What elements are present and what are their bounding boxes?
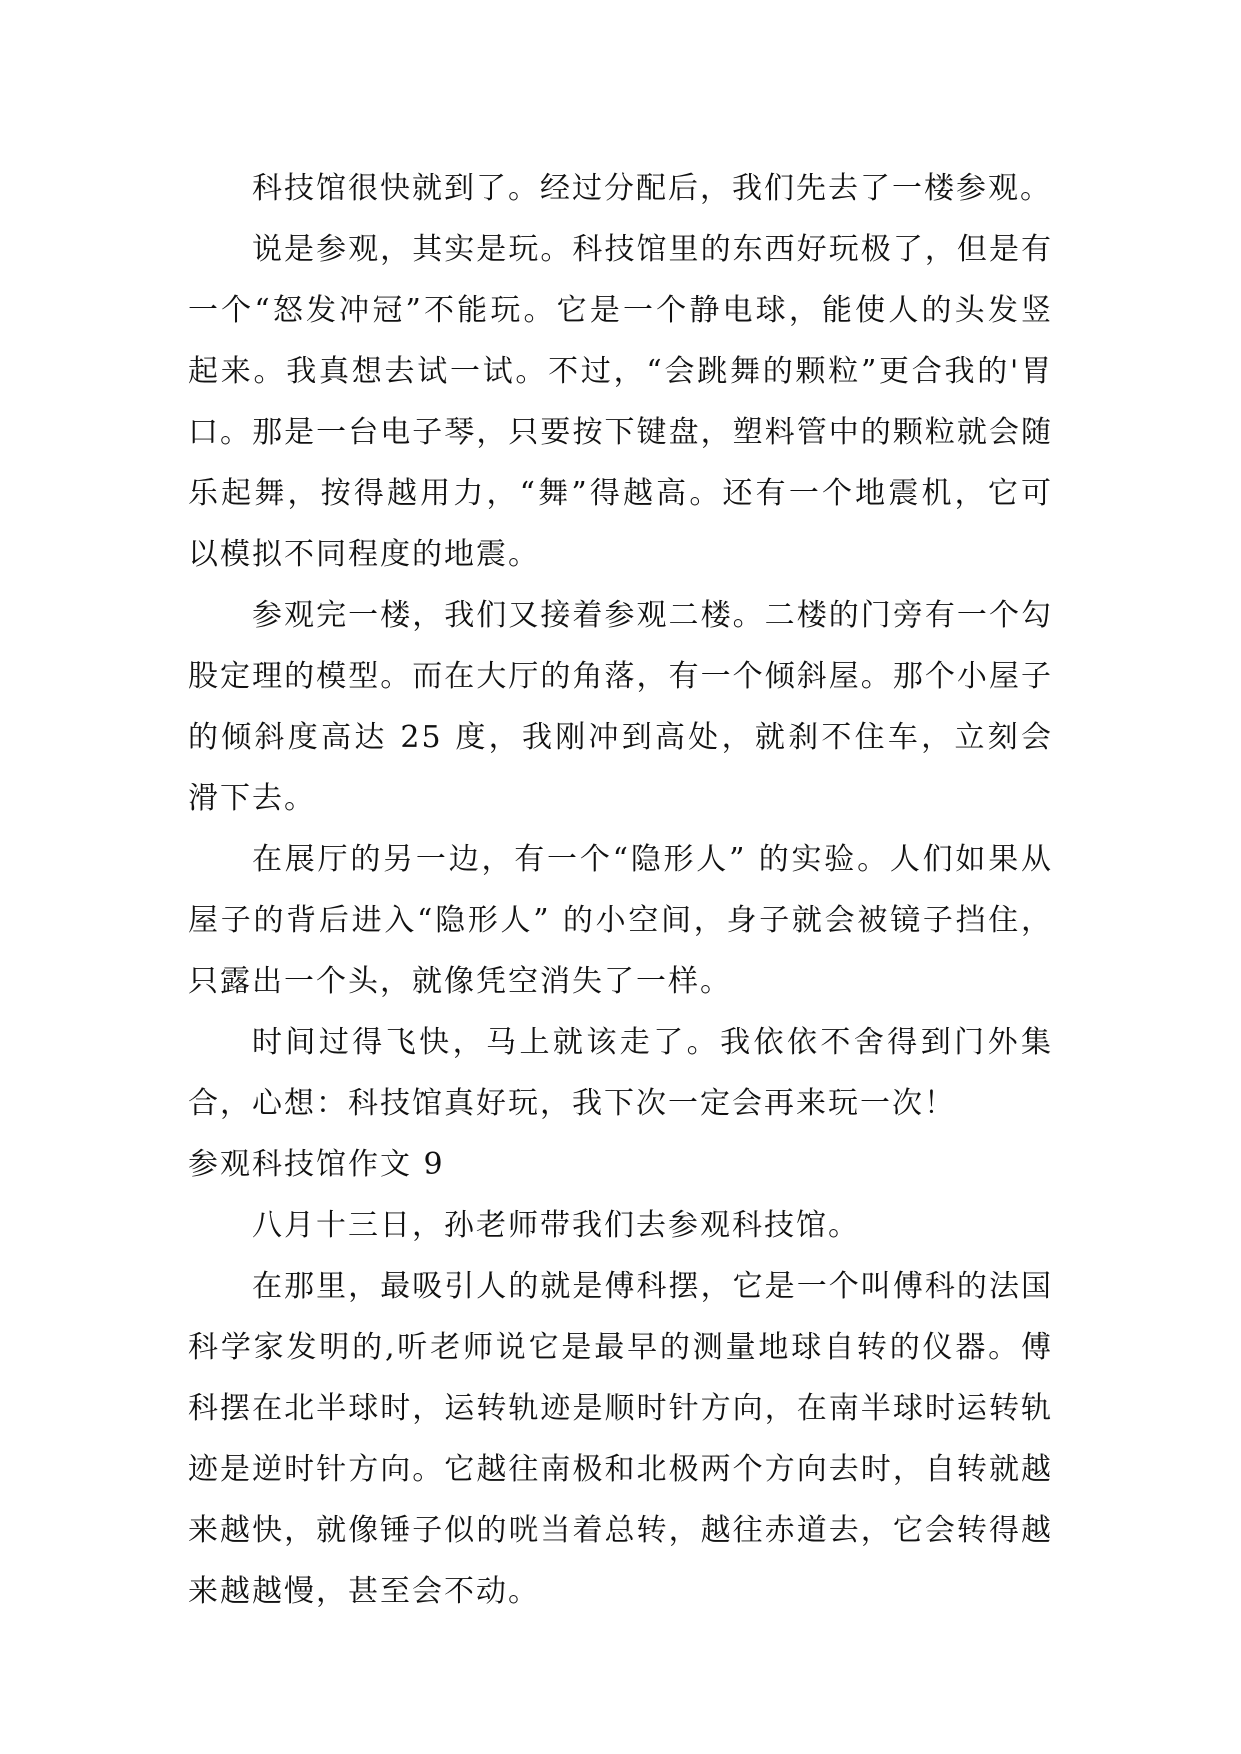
paragraph: 在展厅的另一边，有一个“隐形人” 的实验。人们如果从屋子的背后进入“隐形人” 的小空间，身子就会被镜子挡住，只露出一个头，就像凭空消失了一样。 [188,842,1053,999]
paragraph: 在那里，最吸引人的就是傅科摆，它是一个叫傅科的法国科学家发明的,听老师说它是最早的测量地球自转的仪器。傅科摆在北半球时，运转轨迹是顺时针方向，在南半球时运转轨迹是逆时针方向。它越往南极和北极两个方向去时，自转就越来越快，就像锤子似的咣当着总转，越往赤道去，它会转得越来越越慢，甚至会不动。 [188,1269,1053,1609]
paragraph: 科技馆很快就到了。经过分配后，我们先去了一楼参观。 [252,171,1052,206]
section-title: 参观科技馆作文 9 [188,1147,445,1182]
paragraph: 参观完一楼，我们又接着参观二楼。二楼的门旁有一个勾股定理的模型。而在大厅的角落，有一个倾斜屋。那个小屋子的倾斜度高达 25 度，我刚冲到高处，就刹不住车，立刻会滑下去。 [188,598,1053,816]
document-body [188,158,1053,1622]
paragraph: 说是参观，其实是玩。科技馆里的东西好玩极了，但是有一个“怒发冲冠”不能玩。它是一个静电球，能使人的头发竖起来。我真想去试一试。不过，“会跳舞的颗粒”更合我的'胃口。那是一台电子琴，只要按下键盘，塑料管中的颗粒就会随乐起舞，按得越用力，“舞”得越高。还有一个地震机，它可以模拟不同程度的地震。 [188,232,1053,572]
paragraph: 时间过得飞快，马上就该走了。我依依不舍得到门外集合，心想：科技馆真好玩，我下次一定会再来玩一次！ [188,1025,1053,1121]
paragraph: 八月十三日，孙老师带我们去参观科技馆。 [252,1208,860,1243]
